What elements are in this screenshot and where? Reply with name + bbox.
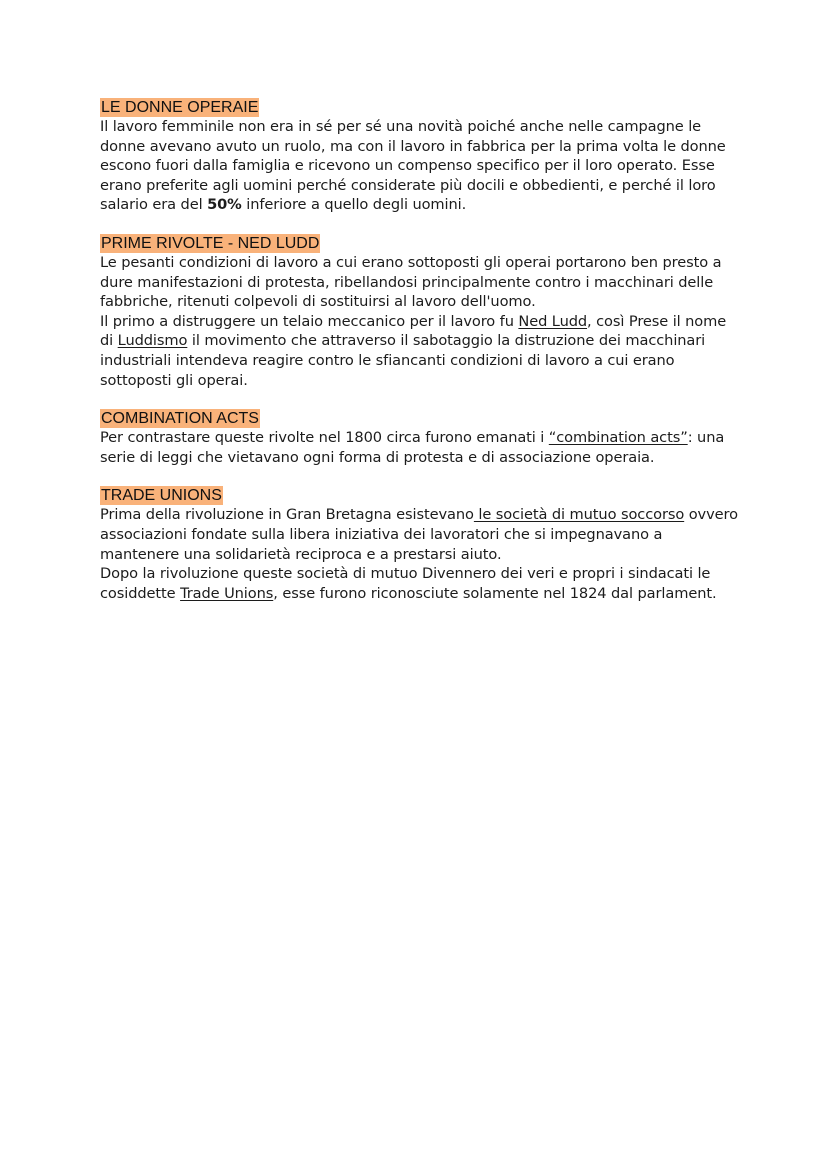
section-heading: COMBINATION ACTS <box>101 410 259 428</box>
section-paragraph <box>100 564 740 603</box>
text-run: inferiore a quello degli uomini. <box>241 196 467 214</box>
text-run: ovvero associazioni fondate sulla libera iniziativa dei lavoratori che si impegnavano a mantenere una solidarietà reciproca e a prestarsi aiuto. <box>100 506 738 563</box>
underlined-term-combination-acts: “combination acts” <box>548 429 688 447</box>
section-heading: PRIME RIVOLTE - NED LUDD <box>101 234 320 252</box>
document-page <box>100 97 740 621</box>
text-run: Per contrastare queste rivolte nel 1800 circa furono emanati i <box>100 429 549 447</box>
text-run: Le pesanti condizioni di lavoro a cui erano sottoposti gli operai portarono ben presto a dure manifestazioni di protesta, ribellandosi principalmente contro i macchinari delle fabbriche, ritenuti colpevoli di sostituirsi al lavoro dell'uomo. <box>100 253 722 311</box>
section-heading: TRADE UNIONS <box>101 487 222 505</box>
text-run: Prima della rivoluzione in Gran Bretagna esistevano <box>100 506 474 524</box>
bold-text-run: 50% <box>207 196 242 214</box>
section-combination-acts <box>100 408 740 467</box>
text-run: , esse furono riconosciute solamente nel 1824 dal parlament. <box>273 584 717 602</box>
underlined-term-trade-unions: Trade Unions <box>180 584 274 602</box>
underlined-term-societa-mutuo-soccorso: le società di mutuo soccorso <box>473 506 685 524</box>
underlined-term-luddismo: Luddismo <box>117 332 188 350</box>
section-paragraph <box>100 312 740 390</box>
section-paragraph <box>100 505 740 564</box>
section-paragraph <box>100 117 740 215</box>
section-prime-rivolte <box>100 233 740 390</box>
text-run: il movimento che attraverso il sabotaggio la distruzione dei macchinari industriali intendeva reagire contro le sfiancanti condizioni di lavoro a cui erano sottoposti gli operai. <box>100 332 706 389</box>
section-heading: LE DONNE OPERAIE <box>101 99 259 116</box>
text-run: , così Prese il nome di <box>100 312 727 350</box>
text-run: : una serie di leggi che vietavano ogni forma di protesta e di associazione operaia. <box>100 429 725 466</box>
section-paragraph <box>100 428 740 467</box>
section-trade-unions <box>100 485 740 603</box>
text-run: Dopo la rivoluzione queste società di mutuo Divennero dei veri e propri i sindacati le cosiddette <box>100 565 711 602</box>
text-run: Il lavoro femminile non era in sé per sé una novità poiché anche nelle campagne le donne avevano avuto un ruolo, ma con il lavoro in fabbrica per la prima volta le donne escono fuori dalla famiglia e ricevono un compenso specifico per il loro operato. Esse erano preferite agli uomini perché considerate più docili e obbedienti, e perché il loro salario era del <box>100 118 726 214</box>
section-le-donne-operaie <box>100 97 740 215</box>
text-run: Il primo a distruggere un telaio meccanico per il lavoro fu <box>100 312 519 330</box>
underlined-term-ned-ludd: Ned Ludd <box>518 312 588 330</box>
section-paragraph <box>100 253 740 312</box>
